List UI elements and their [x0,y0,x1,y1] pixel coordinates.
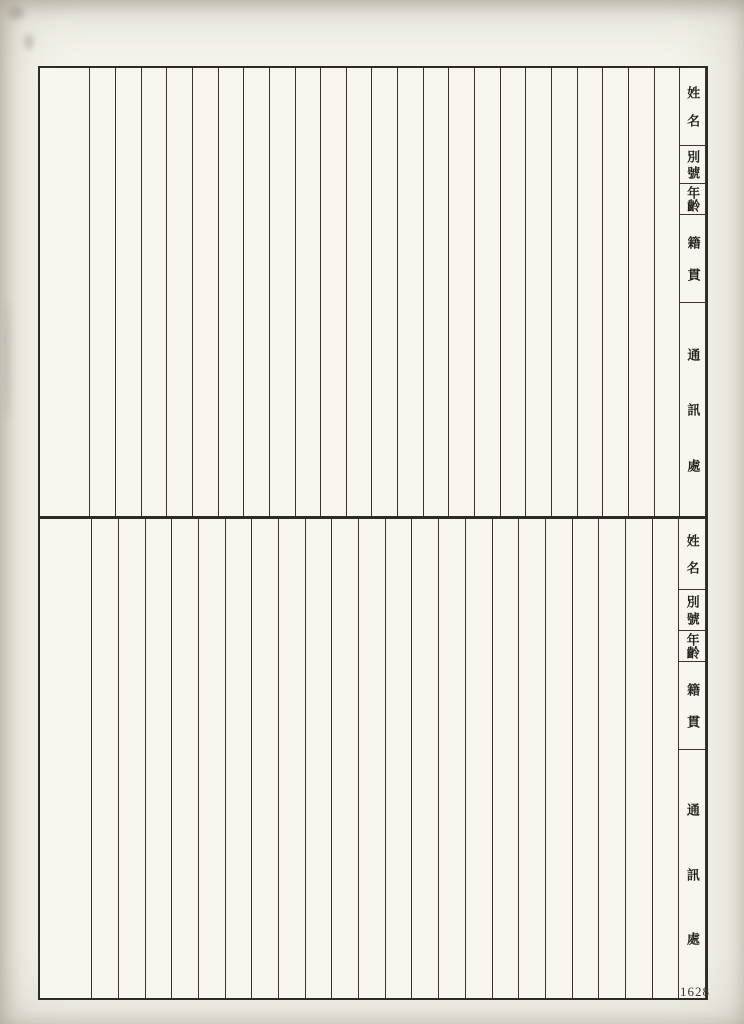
person-column [306,519,333,998]
person-column [493,519,520,998]
person-column [439,519,466,998]
person-column [546,519,573,998]
person-column [599,519,626,998]
person-column [279,519,306,998]
person-column [386,519,413,998]
person-column [653,519,680,998]
person-column [193,68,219,516]
person-column [573,519,600,998]
column-header-age: 年 齡 [680,183,705,214]
column-header-place: 籍 貫 [680,214,705,302]
person-column [655,68,681,516]
column-header-address: 通 訊 處 [679,749,705,998]
person-column [412,519,439,998]
person-column [629,68,655,516]
person-column [92,519,119,998]
person-column [424,68,450,516]
person-column [626,519,653,998]
person-column [244,68,270,516]
person-column [90,68,116,516]
person-column [372,68,398,516]
person-column [66,519,93,998]
person-column [146,519,173,998]
column-header-alias: 別 號 [680,145,705,183]
person-column [578,68,604,516]
column-header-address: 通 訊 處 [680,302,705,516]
person-column [603,68,629,516]
column-header-name: 姓 名 [685,85,701,128]
person-column [519,519,546,998]
person-column [466,519,493,998]
person-column [65,68,91,516]
person-column [321,68,347,516]
scan-smudge [4,300,10,420]
person-column [270,68,296,516]
scan-smudge [8,6,24,20]
person-column [332,519,359,998]
header-column [679,519,706,998]
person-column [40,519,66,998]
person-column [40,68,65,516]
person-column [116,68,142,516]
person-column [219,68,245,516]
person-column [359,519,386,998]
column-header-age: 年 齡 [679,630,705,661]
column-header-name: 姓 名 [684,534,700,574]
person-column [119,519,146,998]
person-column [501,68,527,516]
header-column [680,68,706,516]
person-column [167,68,193,516]
scan-smudge [24,34,34,50]
person-column [252,519,279,998]
roster-table-bottom [38,517,708,1000]
person-column [199,519,226,998]
column-header-alias: 別 號 [679,589,705,630]
page-number: 1628 [680,984,710,999]
person-column [449,68,475,516]
person-column [172,519,199,998]
column-header-place: 籍 貫 [679,661,705,749]
person-column [347,68,373,516]
person-column [526,68,552,516]
person-column [296,68,322,516]
person-column [552,68,578,516]
person-column [475,68,501,516]
roster-table-top [38,66,708,518]
person-column [142,68,168,516]
person-column [398,68,424,516]
person-column [226,519,253,998]
